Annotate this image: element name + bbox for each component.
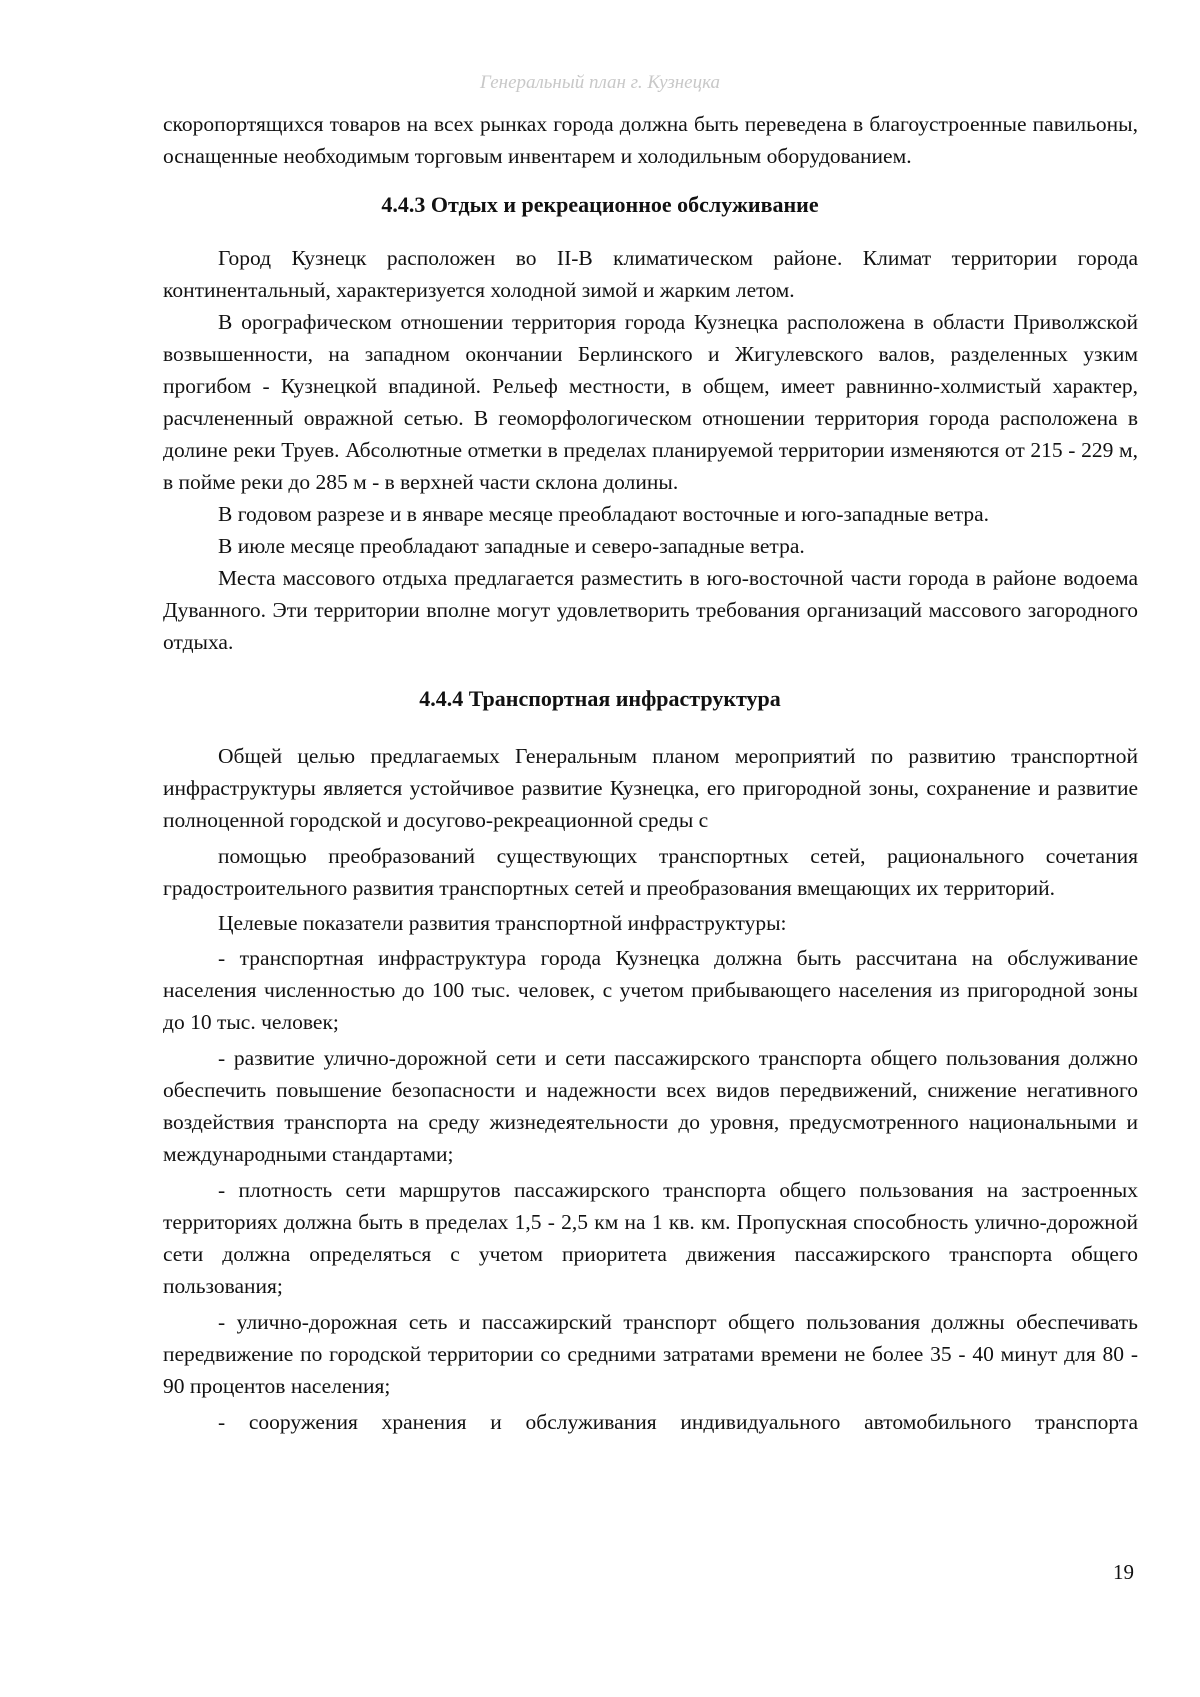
list-item: - сооружения хранения и обслуживания индивидуального автомобильного транспорта bbox=[218, 1410, 1138, 1434]
list-item: - транспортная инфраструктура города Кузнецка должна быть рассчитана на обслуживание населения численностью до 100 тыс. человек, с учетом прибывающего населения из пригородной зоны до 10 тыс. человек; bbox=[163, 946, 1138, 1034]
paragraph: В орографическом отношении территория города Кузнецка расположена в области Приволжской возвышенности, на западном окончании Берлинского и Жигулевского валов, разделенных узким прогибом - Кузнецкой впадиной. Рельеф местности, в общем, имеет равнинно-холмистый характер, расчлененный овражной сетью. В геоморфологическом отношении территория города расположена в долине реки Труев. Абсолютные отметки в пределах планируемой территории изменяются от 215 - 229 м, в пойме реки до 285 м - в верхней части склона долины. bbox=[163, 310, 1138, 494]
paragraph: Город Кузнецк расположен во II-В климатическом районе. Климат территории города континентальный, характеризуется холодной зимой и жарким летом. bbox=[163, 246, 1138, 302]
paragraph: помощью преобразований существующих транспортных сетей, рационального сочетания градостроительного развития транспортных сетей и преобразования вмещающих их территорий. bbox=[163, 844, 1138, 900]
section-heading-4-4-3: 4.4.3 Отдых и рекреационное обслуживание bbox=[381, 192, 819, 217]
paragraph: В годовом разрезе и в январе месяце преобладают восточные и юго-западные ветра. bbox=[218, 502, 990, 526]
running-header: Генеральный план г. Кузнецка bbox=[479, 72, 721, 93]
paragraph-block-2 bbox=[163, 242, 1138, 658]
list-item: - улично-дорожная сеть и пассажирский транспорт общего пользования должны обеспечивать передвижение по городской территории со средними затратами времени не более 35 - 40 минут для 80 - 90 процентов населения; bbox=[163, 1310, 1138, 1398]
page-number: 19 bbox=[1113, 1560, 1134, 1584]
paragraph: Места массового отдыха предлагается разместить в юго-восточной части города в районе водоема Дуванного. Эти территории вполне могут удовлетворить требования организаций массового загородного отдыха. bbox=[163, 566, 1138, 654]
paragraph: В июле месяце преобладают западные и северо-западные ветра. bbox=[218, 534, 805, 558]
list-item: - развитие улично-дорожной сети и сети пассажирского транспорта общего пользования должно обеспечить повышение безопасности и надежности всех видов передвижений, снижение негативного воздействия транспорта на среду жизнедеятельности до уровня, предусмотренного национальными и международными стандартами; bbox=[163, 1046, 1138, 1166]
section-heading-4-4-4: 4.4.4 Транспортная инфраструктура bbox=[419, 686, 781, 711]
paragraph: скоропортящихся товаров на всех рынках города должна быть переведена в благоустроенные павильоны, оснащенные необходимым торговым инвентарем и холодильным оборудованием. bbox=[163, 112, 1138, 168]
paragraph: Общей целью предлагаемых Генеральным планом мероприятий по развитию транспортной инфраструктуры является устойчивое развитие Кузнецка, его пригородной зоны, сохранение и развитие полноценной городской и досугово-рекреационной среды с bbox=[163, 744, 1138, 832]
paragraph-block-3 bbox=[163, 740, 1138, 836]
paragraph: Целевые показатели развития транспортной инфраструктуры: bbox=[218, 911, 787, 935]
list-item: - плотность сети маршрутов пассажирского транспорта общего пользования на застроенных территориях должна быть в пределах 1,5 - 2,5 км на 1 кв. км. Пропускная способность улично-дорожной сети должна определяться с учетом приоритета движения пассажирского транспорта общего пользования; bbox=[163, 1178, 1138, 1298]
paragraph-block-1 bbox=[163, 108, 1138, 172]
paragraph-block-4 bbox=[163, 840, 1138, 1438]
